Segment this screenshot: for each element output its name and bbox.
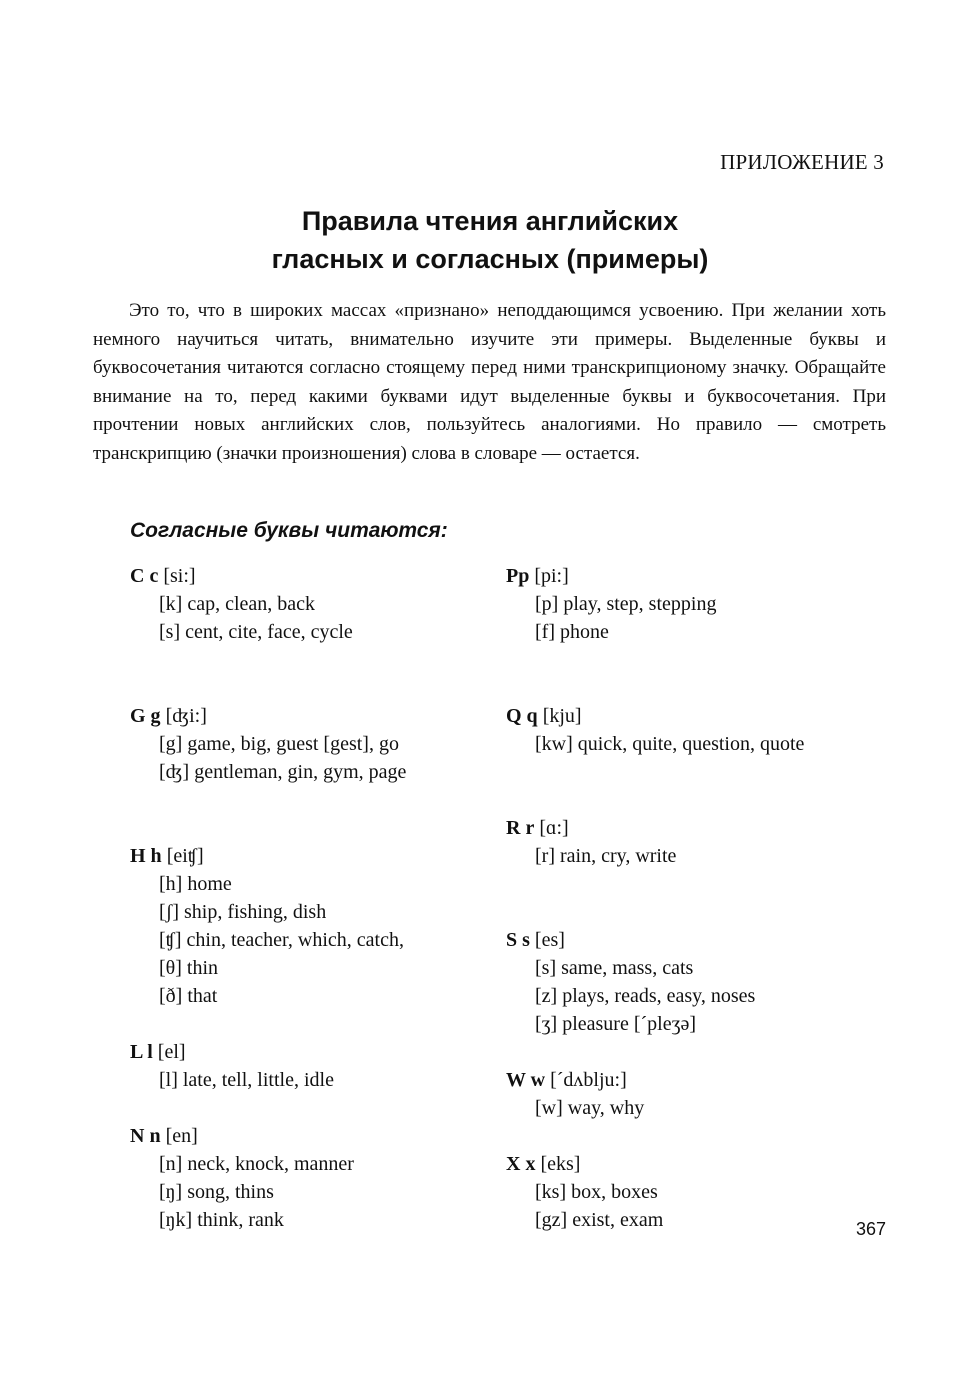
letter-transcription: [eks] — [540, 1153, 581, 1175]
letter-transcription: [´dʌblju:] — [550, 1069, 627, 1091]
example-line: [gz] exist, exam — [535, 1209, 664, 1231]
letter-heading — [130, 1122, 406, 1150]
letter-heading — [130, 702, 406, 730]
letter-group-g — [130, 702, 406, 786]
letter-name: L l — [130, 1041, 153, 1063]
intro-paragraph: Это то, что в широких массах «признано» неподдающимся усвоению. При желании хоть немного научиться читать, внимательно изучите эти примеры. Выделенные буквы и буквосочетания читаются согласно стоящему перед ними транскрипционому значку. Обращайте внимание на то, перед какими буквами идут выделенные буквы и буквосочетания. При прочтении новых английских слов, пользуйтесь аналогиями. Но правило — смотреть транскрипцию (значки произношения) слова в словаре — остается. — [93, 300, 886, 464]
letter-name: R r — [506, 817, 535, 839]
section-heading: Согласные буквы читаются: — [130, 519, 448, 542]
title-line-2: гласных и согласных (примеры) — [271, 244, 709, 274]
left-column — [130, 562, 406, 1234]
letter-group-r — [506, 814, 804, 870]
letter-heading — [506, 562, 804, 590]
letter-heading — [130, 1038, 406, 1066]
example-line: [r] rain, cry, write — [535, 845, 677, 867]
letter-transcription: [eiʧ] — [166, 845, 204, 867]
letter-name: C c — [130, 565, 159, 587]
letter-transcription: [pi:] — [534, 565, 569, 587]
letter-name: S s — [506, 929, 530, 951]
letter-heading — [506, 926, 804, 954]
letter-name: Q q — [506, 705, 538, 727]
letter-heading — [506, 702, 804, 730]
example-line: [s] same, mass, cats — [535, 957, 694, 979]
letter-group-q — [506, 702, 804, 758]
letter-group-x — [506, 1150, 804, 1234]
letter-group-h — [130, 842, 406, 1010]
letter-heading — [506, 1150, 804, 1178]
page-title — [0, 202, 970, 278]
letter-group-p — [506, 562, 804, 646]
example-line: [kw] quick, quite, question, quote — [535, 733, 805, 755]
letter-name: Pp — [506, 565, 530, 587]
letter-group-l — [130, 1038, 406, 1094]
letter-group-s — [506, 926, 804, 1038]
example-line: [ks] box, boxes — [535, 1181, 658, 1203]
letter-name: H h — [130, 845, 162, 867]
letter-heading — [130, 562, 406, 590]
example-line: [h] home — [159, 873, 232, 895]
letter-heading — [506, 1066, 804, 1094]
title-line-1: Правила чтения английских — [301, 206, 679, 236]
letter-transcription: [ɑ:] — [539, 817, 569, 839]
letter-transcription: [kju] — [542, 705, 582, 727]
example-line: [ʧ] chin, teacher, which, catch, — [159, 929, 404, 951]
example-line: [θ] thin — [159, 957, 219, 979]
letter-group-w — [506, 1066, 804, 1122]
example-line: [n] neck, knock, manner — [159, 1153, 354, 1175]
example-line: [ŋk] think, rank — [159, 1209, 284, 1231]
example-line: [ð] that — [159, 985, 218, 1007]
example-line: [f] phone — [535, 621, 609, 643]
letter-transcription: [ʤi:] — [165, 705, 207, 727]
example-line: [ʤ] gentleman, gin, gym, page — [159, 761, 407, 783]
example-line: [g] game, big, guest [gest], go — [159, 733, 399, 755]
example-line: [w] way, why — [535, 1097, 645, 1119]
page-number: 367 — [855, 1219, 886, 1239]
letter-transcription: [el] — [157, 1041, 186, 1063]
letter-group-c — [130, 562, 406, 646]
example-line: [z] plays, reads, easy, noses — [535, 985, 756, 1007]
letter-name: G g — [130, 705, 161, 727]
letter-name: X x — [506, 1153, 536, 1175]
example-line: [ŋ] song, thins — [159, 1181, 274, 1203]
example-line: [ʃ] ship, fishing, dish — [159, 901, 327, 923]
example-line: [p] play, step, stepping — [535, 593, 717, 615]
example-line: [l] late, tell, little, idle — [159, 1069, 334, 1091]
letter-transcription: [es] — [534, 929, 565, 951]
letter-transcription: [en] — [165, 1125, 198, 1147]
letter-heading — [130, 842, 406, 870]
letter-name: W w — [506, 1069, 546, 1091]
letter-group-n — [130, 1122, 406, 1234]
appendix-label: ПРИЛОЖЕНИЕ 3 — [720, 150, 884, 174]
example-line: [k] cap, clean, back — [159, 593, 316, 615]
letter-transcription: [si:] — [163, 565, 196, 587]
example-line: [s] cent, cite, face, cycle — [159, 621, 353, 643]
example-line: [ʒ] pleasure [´pleʒə] — [535, 1013, 696, 1035]
letter-name: N n — [130, 1125, 161, 1147]
right-column — [506, 562, 804, 1234]
letter-heading — [506, 814, 804, 842]
